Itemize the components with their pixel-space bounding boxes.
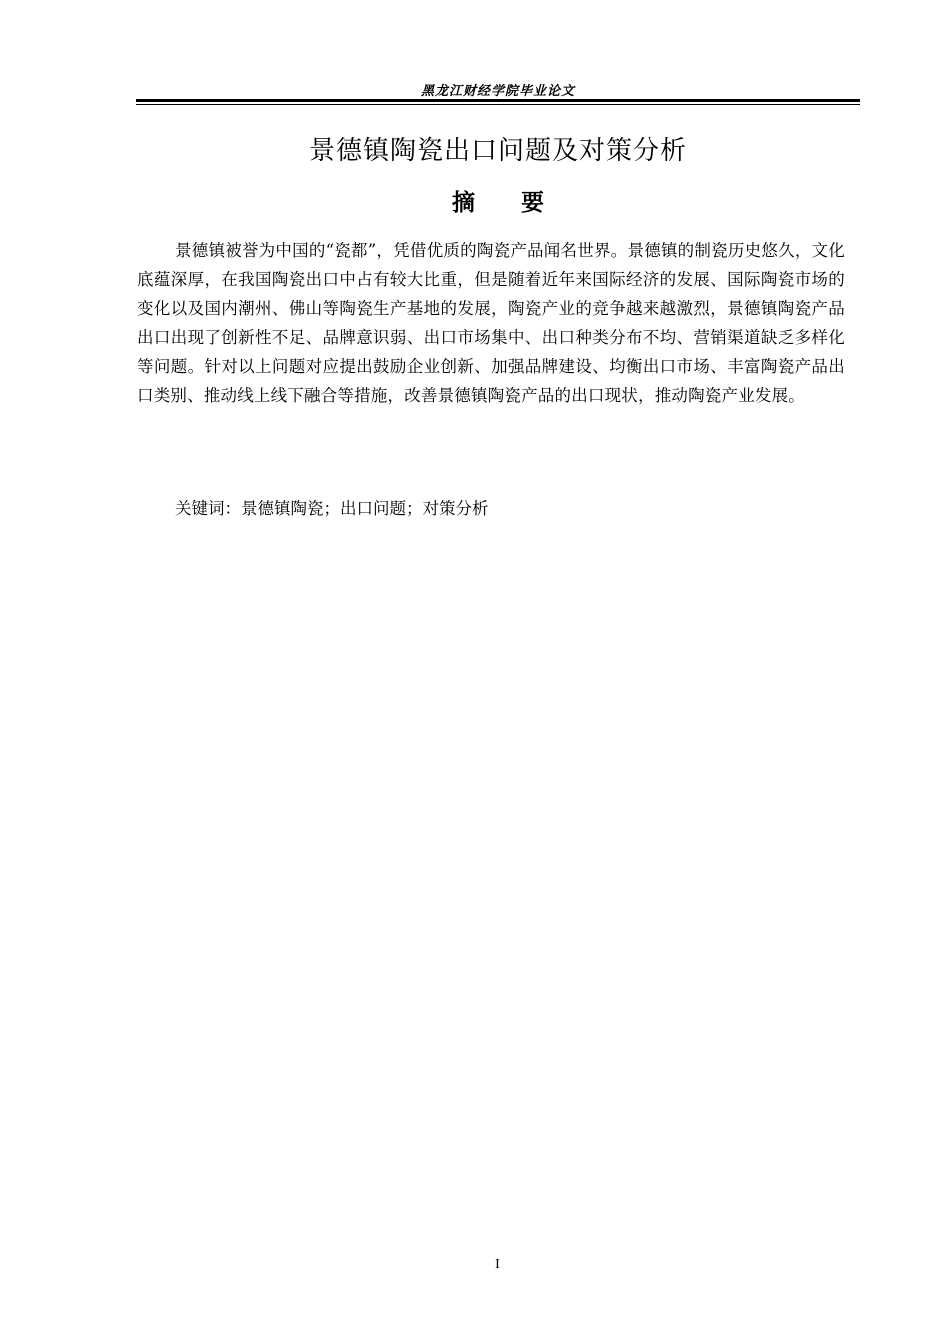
running-header: 黑龙江财经学院毕业论文 — [420, 84, 575, 99]
paper-title: 景德镇陶瓷出口问题及对策分析 — [308, 136, 687, 166]
abstract-heading-right: 要 — [521, 190, 544, 216]
keywords-value: 景德镇陶瓷；出口问题；对策分析 — [241, 499, 489, 518]
page-number: I — [495, 1257, 500, 1272]
keywords-label: 关键词： — [175, 499, 241, 518]
abstract-body: 景德镇被誉为中国的“瓷都”，凭借优质的陶瓷产品闻名世界。景德镇的制瓷历史悠久，文化底蕴深厚，在我国陶瓷出口中占有较大比重，但是随着近年来国际经济的发展、国际陶瓷市场的变化以及国内潮州、佛山等陶瓷生产基地的发展，陶瓷产业的竞争越来越激烈，景德镇陶瓷产品出口出现了创新性不足、品牌意识弱、出口市场集中、出口种类分布不均、营销渠道缺乏多样化等问题。针对以上问题对应提出鼓励企业创新、加强品牌建设、均衡出口市场、丰富陶瓷产品出口类别、推动线上线下融合等措施，改善景德镇陶瓷产品的出口现状，推动陶瓷产业发展。 — [137, 241, 845, 405]
abstract-heading-left: 摘 — [452, 190, 475, 216]
keywords-line — [175, 494, 489, 523]
header-rule-thick — [136, 99, 860, 102]
header-rule-thin — [136, 104, 860, 105]
abstract-heading — [136, 184, 860, 217]
